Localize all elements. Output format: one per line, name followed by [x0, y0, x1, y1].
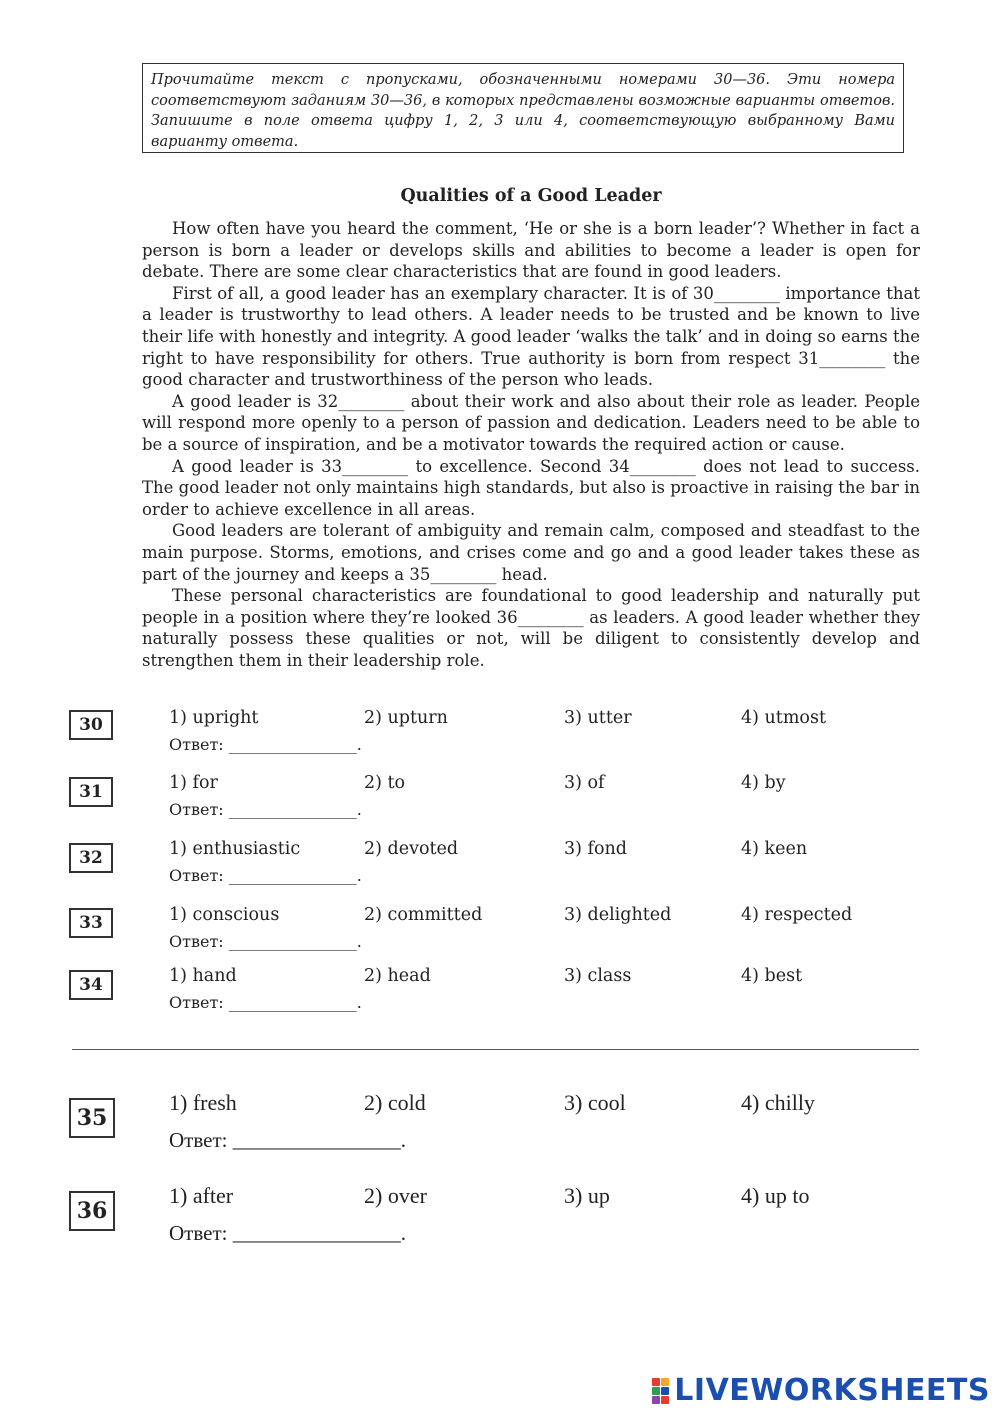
- option-2[interactable]: 2) over: [364, 1183, 427, 1208]
- answer-field[interactable]: Ответ: ________________.: [169, 1128, 406, 1152]
- option-4[interactable]: 4) chilly: [741, 1090, 815, 1115]
- option-4[interactable]: 4) keen: [741, 839, 808, 859]
- option-3[interactable]: 3) cool: [564, 1090, 626, 1115]
- option-4[interactable]: 4) up to: [741, 1183, 810, 1208]
- paragraph: Good leaders are tolerant of ambiguity and remain calm, composed and steadfast to the main purpose. Storms, emotions, and crises come and go and a good leader takes these as part of the journey and keeps a 35________ head.: [142, 521, 920, 584]
- answer-field[interactable]: Ответ: ________________.: [169, 866, 362, 885]
- answer-field[interactable]: Ответ: ________________.: [169, 1221, 406, 1245]
- option-3[interactable]: 3) fond: [564, 839, 628, 859]
- option-1[interactable]: 1) conscious: [169, 905, 280, 925]
- option-3[interactable]: 3) up: [564, 1183, 610, 1208]
- option-1[interactable]: 1) fresh: [169, 1090, 237, 1115]
- option-3[interactable]: 3) of: [564, 773, 605, 793]
- option-1[interactable]: 1) enthusiastic: [169, 839, 301, 859]
- logo-text: LIVEWORKSHEETS: [674, 1373, 990, 1408]
- option-2[interactable]: 2) cold: [364, 1090, 426, 1115]
- text-title: Qualities of a Good Leader: [400, 186, 662, 206]
- answer-field[interactable]: Ответ: ________________.: [169, 800, 362, 819]
- option-3[interactable]: 3) utter: [564, 708, 632, 728]
- option-2[interactable]: 2) to: [364, 773, 406, 793]
- option-4[interactable]: 4) by: [741, 773, 786, 793]
- paragraph: A good leader is 32________ about their work and also about their role as leader. People will respond more openly to a person of passion and dedication. Leaders need to be able to be a source of inspiration, and be a motivator towards the required action or cause.: [142, 391, 920, 454]
- paragraph: A good leader is 33________ to excellence. Second 34________ does not lead to success. The good leader not only maintains high standards, but also is proactive in raising the bar in order to achieve excellence in all areas.: [142, 456, 920, 519]
- question-number: 36: [69, 1191, 115, 1231]
- option-4[interactable]: 4) best: [741, 966, 803, 986]
- option-2[interactable]: 2) upturn: [364, 708, 448, 728]
- question-number: 32: [69, 843, 113, 873]
- question-number: 31: [69, 777, 113, 807]
- section-divider: [72, 1049, 919, 1050]
- option-2[interactable]: 2) devoted: [364, 839, 459, 859]
- reading-text: [142, 218, 920, 671]
- instructions-text: Прочитайте текст с пропусками, обозначенными номерами 30—36. Эти номера соответствуют заданиям 30—36, в которых представлены возможные варианты ответов. Запишите в поле ответа цифру 1, 2, 3 или 4, соответствующую выбранному Вами варианту ответа.: [151, 72, 895, 150]
- paragraph: These personal characteristics are foundational to good leadership and naturally put people in a position where they’re looked 36________ as leaders. A good leader whether they naturally possess these qualities or not, will be diligent to consistently develop and strengthen them in their leadership role.: [142, 586, 920, 670]
- instructions-box: [142, 63, 904, 153]
- option-4[interactable]: 4) utmost: [741, 708, 826, 728]
- question-number: 34: [69, 970, 113, 1000]
- liveworksheets-logo: [652, 1373, 990, 1408]
- option-4[interactable]: 4) respected: [741, 905, 853, 925]
- logo-icon: [652, 1378, 669, 1404]
- option-2[interactable]: 2) committed: [364, 905, 483, 925]
- option-2[interactable]: 2) head: [364, 966, 431, 986]
- answer-field[interactable]: Ответ: ________________.: [169, 735, 362, 754]
- question-number: 30: [69, 710, 113, 740]
- option-1[interactable]: 1) hand: [169, 966, 237, 986]
- paragraph: How often have you heard the comment, ‘He or she is a born leader’? Whether in fact a person is born a leader or develops skills and abilities to become a leader is open for debate. There are some clear characteristics that are found in good leaders.: [142, 219, 920, 282]
- option-3[interactable]: 3) class: [564, 966, 632, 986]
- question-number: 33: [69, 908, 113, 938]
- option-1[interactable]: 1) after: [169, 1183, 234, 1208]
- question-number: 35: [69, 1098, 115, 1138]
- option-1[interactable]: 1) for: [169, 773, 218, 793]
- paragraph: First of all, a good leader has an exemplary character. It is of 30________ importance that a leader is trustworthy to lead others. A leader needs to be trusted and be known to live their life with honestly and integrity. A good leader ‘walks the talk’ and in doing so earns the right to have responsibility for others. True authority is born from respect 31________ the good character and trustworthiness of the person who leads.: [142, 283, 920, 390]
- option-3[interactable]: 3) delighted: [564, 905, 672, 925]
- answer-field[interactable]: Ответ: ________________.: [169, 993, 362, 1012]
- answer-field[interactable]: Ответ: ________________.: [169, 932, 362, 951]
- option-1[interactable]: 1) upright: [169, 708, 259, 728]
